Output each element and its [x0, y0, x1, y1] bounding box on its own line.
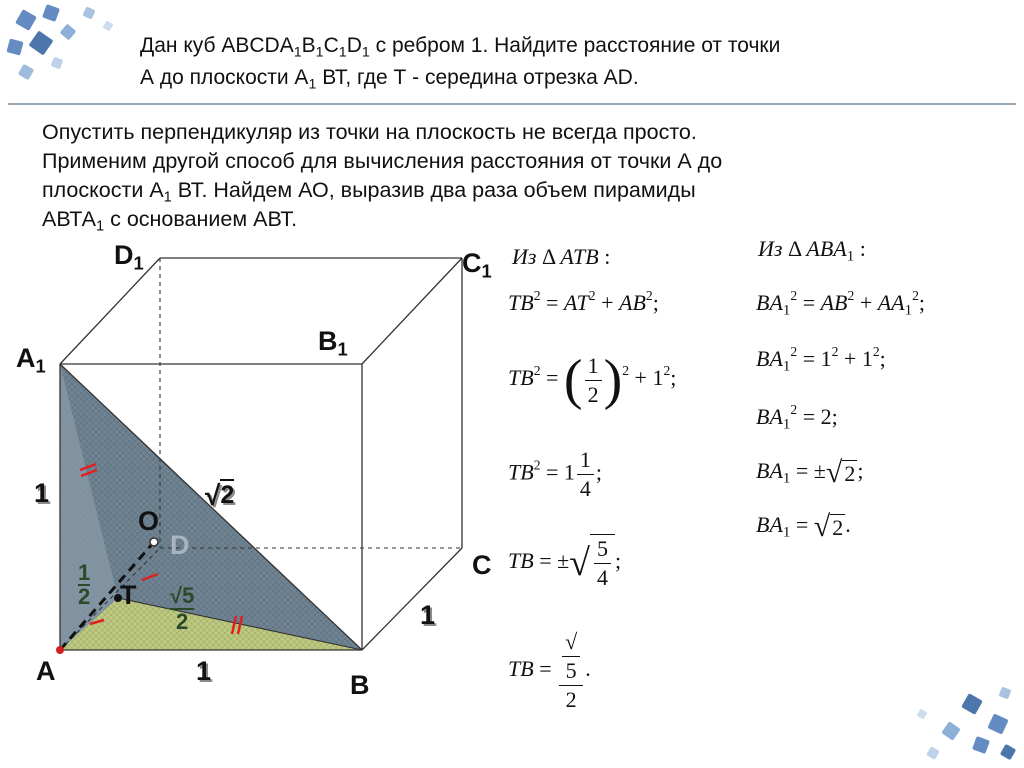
label-d1: $D_1$ [114, 240, 144, 274]
sqrt-icon: √ [825, 456, 843, 489]
label-sqrt2: √2 [205, 480, 235, 511]
label-a1: $A_1$ [16, 343, 46, 377]
explanation-line-2: Применим другой способ для вычисления расстояния от точки А до [42, 149, 723, 173]
math-right-eq4: $BA_1 = \pm√2$; [756, 456, 864, 489]
label-o: O [138, 506, 160, 536]
explanation-line-1: Опустить перпендикуляр из точки на плоскость не всегда просто. [42, 120, 697, 144]
math-left-eq4: TB = ±√ $\frac{5}{4}$ ; [508, 536, 622, 590]
problem-line-1: Дан куб $ABCDA_1B_1C_1D_1$ с ребром 1. Найдите расстояние от точки [140, 34, 781, 61]
math-right-eq2: $BA_1^2 = 1^2 + 1^2$; [756, 343, 886, 375]
point-a [56, 646, 64, 654]
math-left-eq1: $TB^2 = AT^2 + AB^2$; [508, 287, 659, 315]
label-a: A [36, 656, 56, 686]
sqrt-icon: √ [565, 629, 578, 654]
label-t: T [120, 580, 137, 610]
sqrt-icon: √ [569, 542, 591, 584]
label-sqrt5-over-2: √5 2 [170, 583, 195, 634]
label-c1: $C_1$ [462, 248, 492, 282]
math-left-header: Из Δ ATB : [512, 244, 611, 269]
label-edge-ab: 1 [196, 656, 212, 686]
label-b1: $B_1$ [318, 326, 348, 360]
sqrt-icon: √ [205, 480, 221, 511]
math-right-eq1: $BA_1^2 = AB^2 + AA_1^2$; [756, 287, 926, 319]
math-left-eq5: TB = √ 5 2 . [508, 629, 591, 712]
math-right-eq5: $BA_1 = √2$. [756, 510, 851, 543]
sqrt-icon: √ [170, 583, 183, 608]
math-right-header: Из Δ $ABA_1$ : [758, 236, 866, 265]
math-left-eq3: $TB^2 = 1$ $\frac{1}{4}$ ; [508, 447, 603, 501]
math-left-eq2: $TB^2$ = ( $\frac{1}{2}$ )$^2 + 1^2$; [508, 349, 677, 411]
problem-line-2: А до плоскости $А_1$ ВТ, где Т - середина отрезка AD. [140, 66, 639, 93]
label-c: C [472, 550, 492, 580]
explanation-line-4: $АВТА_1$ с основанием АВТ. [42, 207, 298, 235]
explanation-line-3: плоскости $А_1$ ВТ. Найдем АО, выразив два раза объем пирамиды [42, 178, 696, 206]
label-edge-aa1: 1 [34, 478, 50, 508]
point-o [150, 538, 158, 546]
label-half: 1 2 [78, 560, 91, 609]
label-b: B [350, 670, 370, 700]
label-d: D [170, 530, 190, 560]
sqrt-icon: √ [813, 510, 831, 543]
math-right-eq3: $BA_1^2 = 2$; [756, 401, 838, 433]
label-edge-bc: 1 [420, 600, 436, 630]
